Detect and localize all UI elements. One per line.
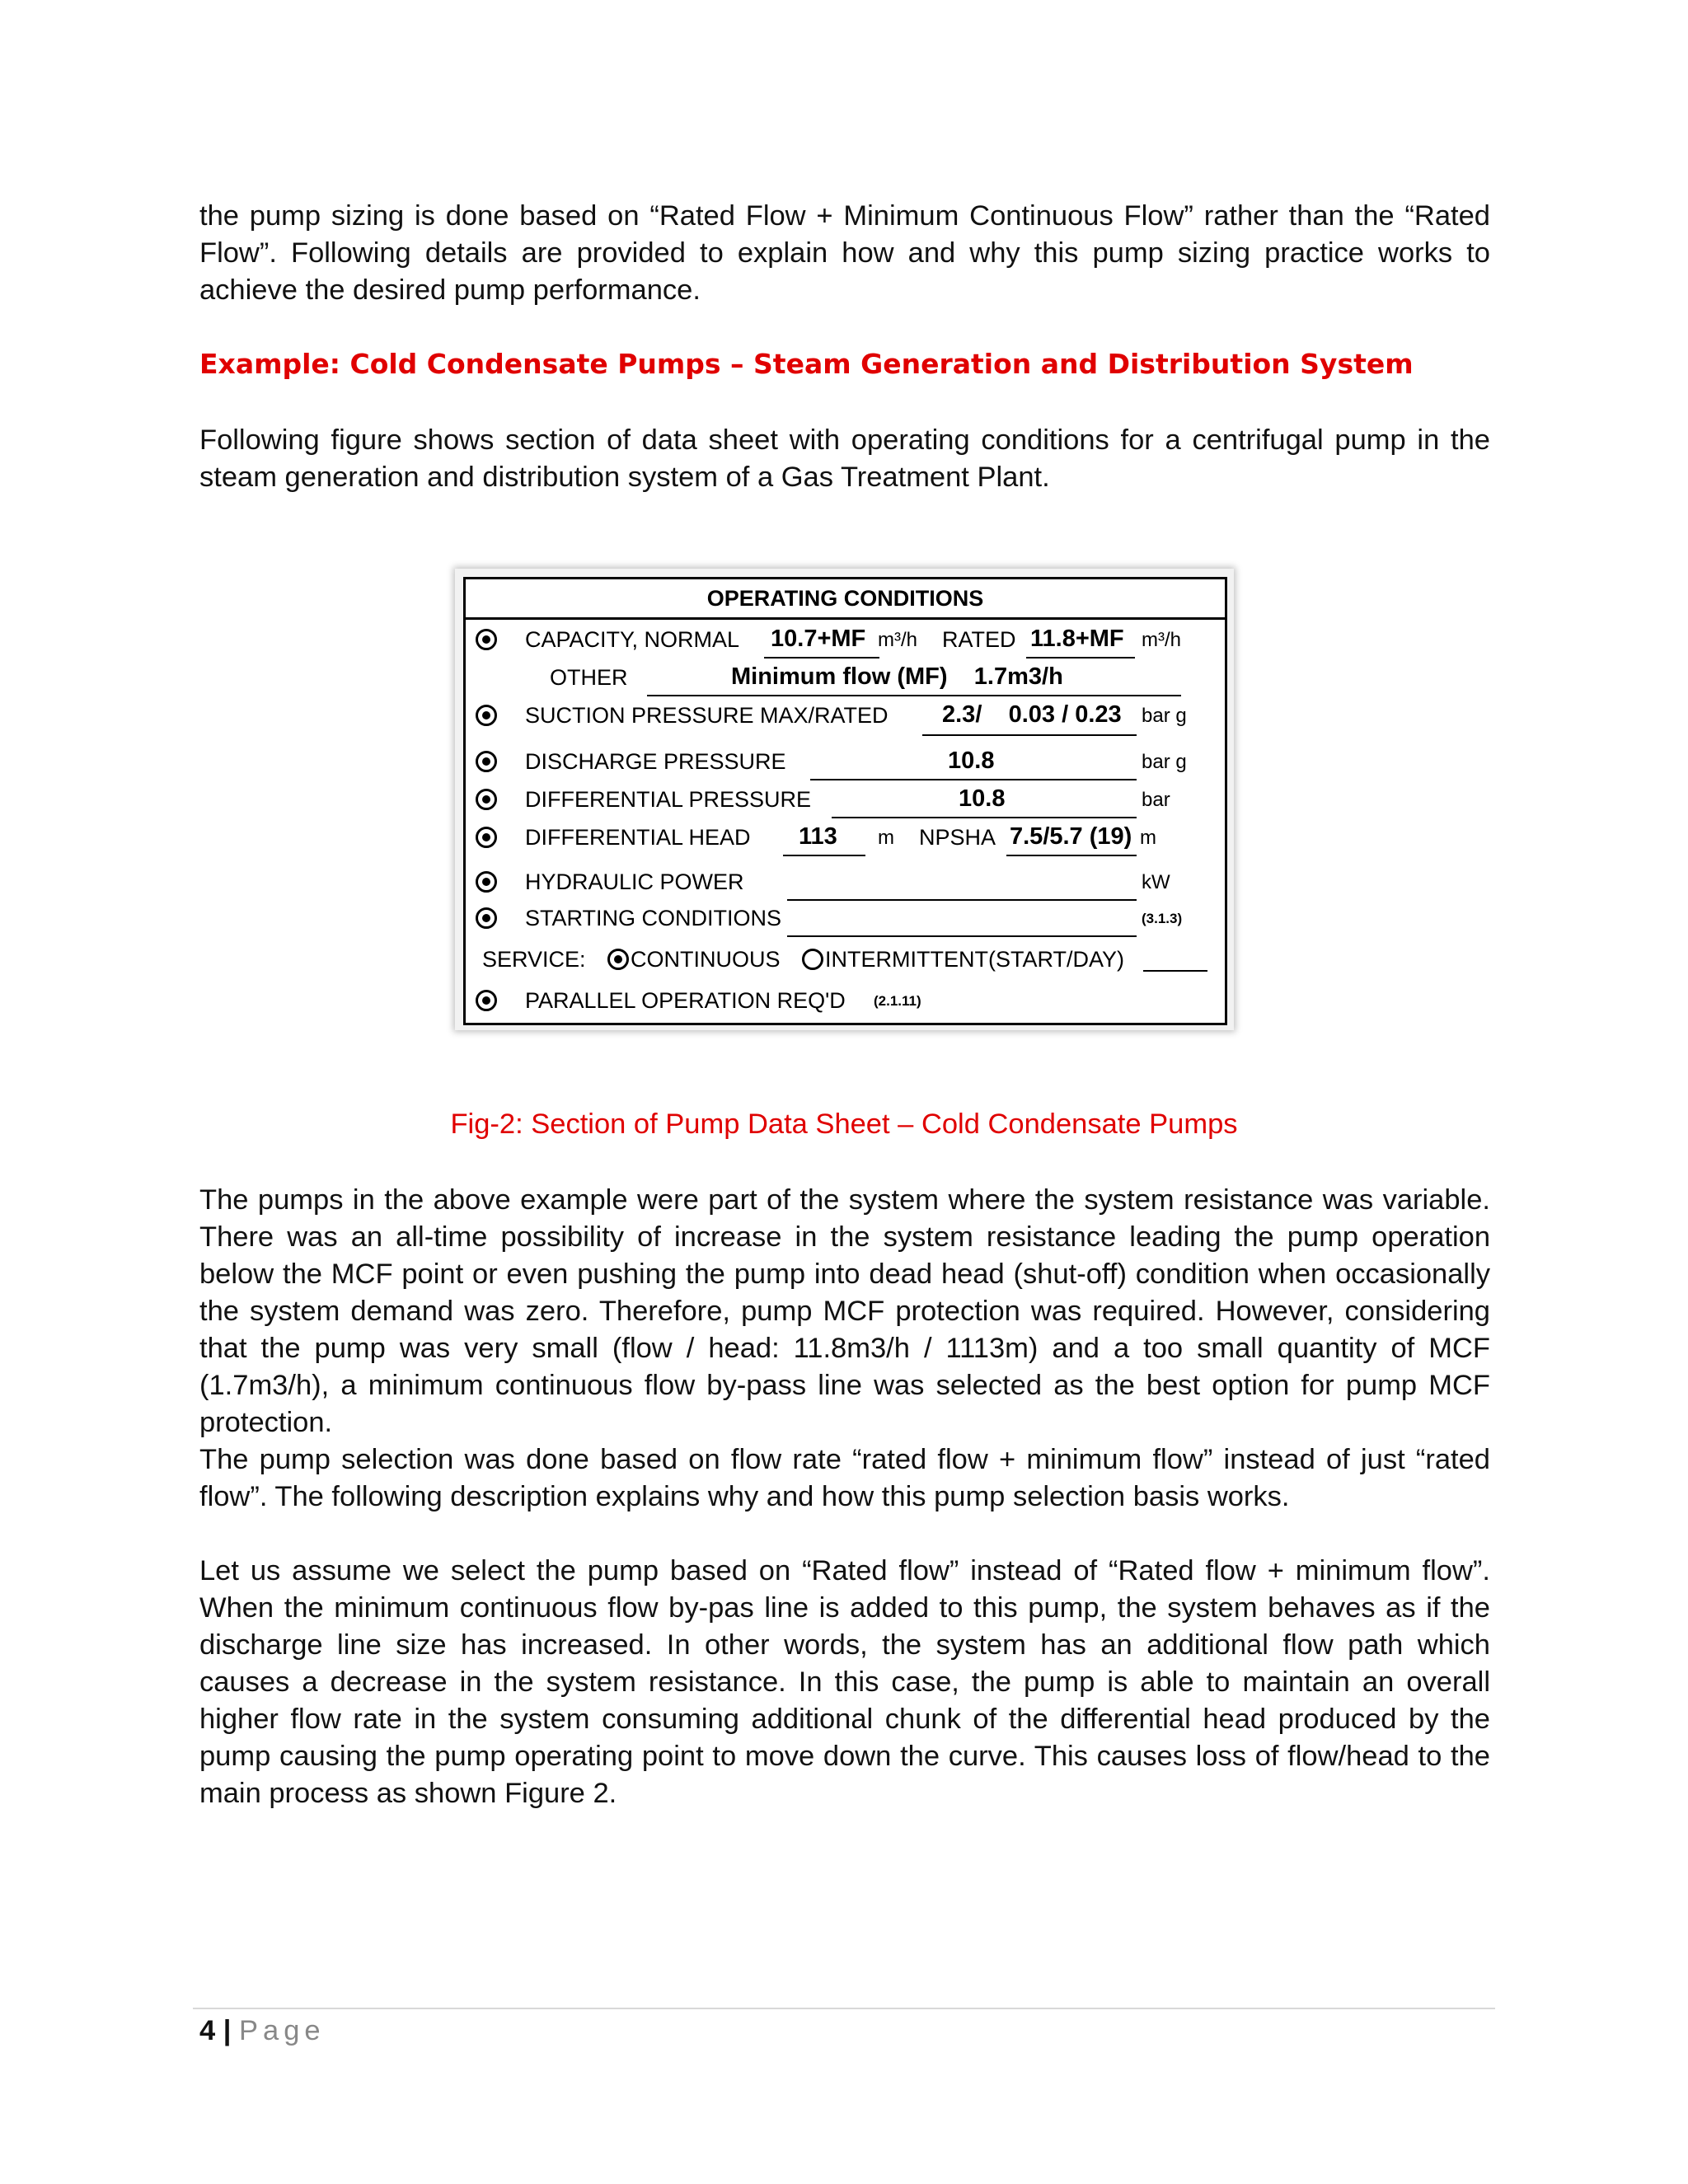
suction-unit: bar g — [1142, 705, 1187, 727]
npsha-unit: m — [1140, 827, 1156, 849]
starting-conditions-row — [466, 904, 1225, 940]
page-label: Page — [239, 2015, 326, 2046]
service-continuous-label: CONTINUOUS — [631, 947, 781, 972]
checked-radio-icon — [476, 789, 497, 810]
capacity-rated-value: 11.8+MF — [1030, 626, 1124, 652]
service-intermittent-label: INTERMITTENT(START/DAY) — [825, 947, 1124, 972]
hydraulic-power-row — [466, 868, 1225, 904]
suction-row — [466, 701, 1225, 738]
footer-separator: | — [223, 2015, 232, 2046]
capacity-row — [466, 626, 1225, 662]
page-footer — [199, 2013, 326, 2050]
differential-head-value: 113 — [799, 823, 837, 850]
differential-pressure-row — [466, 785, 1225, 822]
section-heading: Example: Cold Condensate Pumps – Steam Generation and Distribution System — [199, 348, 1414, 380]
intro-paragraph: the pump sizing is done based on “Rated Flow + Minimum Continuous Flow” rather than the “Rated Flow”. Following details are provided to explain how and why this pump sizing practice works to achieve the desired pump performance. — [199, 200, 1490, 306]
rated-unit: m³/h — [1142, 629, 1181, 651]
service-row — [466, 945, 1225, 982]
capacity-unit: m³/h — [878, 629, 917, 651]
differential-pressure-label: DIFFERENTIAL PRESSURE — [525, 787, 812, 812]
checked-radio-icon — [476, 827, 497, 848]
differential-pressure-value: 10.8 — [959, 785, 1006, 812]
rated-label: RATED — [942, 627, 1016, 652]
footer-divider — [193, 2008, 1495, 2009]
page-number: 4 — [199, 2015, 216, 2046]
checked-radio-icon — [476, 907, 497, 929]
discharge-unit: bar g — [1142, 751, 1187, 773]
suction-value: 2.3/ 0.03 / 0.23 — [942, 701, 1122, 728]
discharge-label: DISCHARGE PRESSURE — [525, 749, 786, 774]
checked-radio-icon — [476, 871, 497, 893]
differential-head-unit: m — [878, 827, 894, 849]
figure-caption: Fig-2: Section of Pump Data Sheet – Cold Condensate Pumps — [450, 1108, 1238, 1140]
capacity-label: CAPACITY, NORMAL — [525, 627, 740, 652]
discharge-value: 10.8 — [948, 748, 995, 774]
starting-conditions-label: STARTING CONDITIONS — [525, 906, 782, 930]
body-paragraph-3: Let us assume we select the pump based on “Rated flow” instead of “Rated flow + minimum flow”. When the minimum continuous flow by-pas line is added to this pump, the system behaves as if the discharge line size has increased. In other words, the system has an additional flow path which causes a decrease in the system resistance. In this case, the pump is able to maintain an overall higher flow rate in the system consuming additional chunk of the differential head produced by the pump causing the pump operating point to move down the curve. This causes loss of flow/head to the main process as shown Figure 2. — [199, 1555, 1490, 1809]
differential-head-label: DIFFERENTIAL HEAD — [525, 825, 751, 850]
starting-conditions-ref: (3.1.3) — [1142, 911, 1183, 926]
differential-head-row — [466, 823, 1225, 860]
body-paragraph-2: The pump selection was done based on flow rate “rated flow + minimum flow” instead of just “rated flow”. The following description explains why and how this pump selection basis works. — [199, 1444, 1490, 1512]
service-label: SERVICE: — [482, 947, 586, 972]
npsha-value: 7.5/5.7 (19) — [1010, 823, 1132, 850]
checked-radio-icon — [476, 751, 497, 772]
continuous-radio-icon — [607, 949, 629, 970]
body-paragraph-1: The pumps in the above example were part of the system where the system resistance was variable. There was an all-time possibility of increase in the system resistance leading the pump operation below the MCF point or even pushing the pump into dead head (shut-off) condition when occasionally the system demand was zero. Therefore, pump MCF protection was required. However, considering that the pump was very small (flow / head: 11.8m3/h / 1113m) and a too small quantity of MCF (1.7m3/h), a minimum continuous flow by-pass line was selected as the best option for pump MCF protection. — [199, 1184, 1490, 1438]
capacity-normal-value: 10.7+MF — [771, 626, 866, 652]
other-value: Minimum flow (MF) 1.7m3/h — [731, 663, 1063, 690]
other-label: OTHER — [550, 665, 628, 690]
figure-intro-paragraph: Following figure shows section of data sheet with operating conditions for a centrifugal pump in the steam generation and distribution system of a Gas Treatment Plant. — [199, 424, 1490, 493]
hydraulic-power-label: HYDRAULIC POWER — [525, 869, 744, 894]
differential-pressure-unit: bar — [1142, 789, 1170, 811]
intermittent-radio-icon — [802, 949, 823, 970]
discharge-row — [466, 748, 1225, 784]
operating-conditions-table — [463, 577, 1227, 1025]
parallel-operation-ref: (2.1.11) — [874, 993, 921, 1009]
hydraulic-power-unit: kW — [1142, 871, 1170, 893]
datasheet-title: OPERATING CONDITIONS — [466, 579, 1225, 620]
checked-radio-icon — [476, 705, 497, 726]
parallel-operation-row — [466, 987, 1225, 1023]
other-row — [466, 663, 1225, 700]
pump-datasheet-figure — [455, 569, 1234, 1030]
checked-radio-icon — [476, 990, 497, 1011]
checked-radio-icon — [476, 629, 497, 650]
parallel-operation-label: PARALLEL OPERATION REQ'D — [525, 988, 846, 1013]
suction-label: SUCTION PRESSURE MAX/RATED — [525, 703, 889, 728]
npsha-label: NPSHA — [919, 825, 996, 850]
